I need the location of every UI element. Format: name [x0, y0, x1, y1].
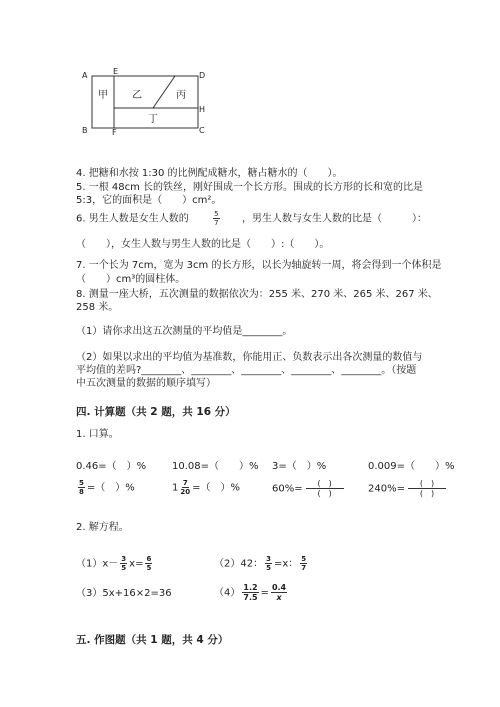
eq4-n2: 0.4 [271, 583, 287, 592]
eq1-label: （1）x－ [76, 558, 119, 570]
label-e: E [113, 67, 119, 76]
r2c3-text: 60%= [272, 483, 303, 495]
r2c1-den: 8 [79, 488, 84, 496]
question-5-line2: 5:3，它的面积是（ ）cm²。 [76, 195, 222, 206]
eq1-d2: 5 [146, 564, 152, 572]
label-b: B [82, 126, 88, 135]
question-8-sub2-line1: （2）如果以求出的平均值为基准数，你能用正、负数表示出各次测量的数值与 [76, 352, 423, 363]
eq1-n2: 6 [146, 555, 152, 563]
region-bing: 丙 [176, 90, 186, 101]
region-yi: 乙 [132, 90, 142, 101]
r2c4-num: ( ) [408, 479, 446, 489]
oral-r1-c1: 0.46=（ ）% [76, 461, 147, 472]
question-8-sub2-line2: 平均值的差吗?________、________、________、________、________。（按题 [76, 365, 417, 376]
question-4: 4. 把糖和水按 1:30 的比例配成糖水，糖占糖水的（ ）。 [76, 168, 343, 179]
eq4-mid: = [260, 587, 269, 599]
oral-r1-c3: 3=（ ）% [272, 461, 327, 472]
equation-3: （3）5x+16×2=36 [76, 588, 172, 599]
r2c2-den: 20 [180, 488, 191, 496]
r2c2-whole: 1 [172, 482, 179, 494]
label-h: H [199, 105, 206, 114]
eq1-n1: 3 [121, 555, 127, 563]
oral-r2-c4 [368, 479, 449, 498]
eq1-mid: x= [129, 558, 144, 570]
r2c2-rest: =（ ）% [192, 482, 241, 494]
q6-frac-den: 7 [214, 219, 219, 227]
section-4-heading: 四. 计算题（共 2 题，共 16 分） [76, 406, 236, 418]
eq4-d1: 7.5 [243, 593, 258, 602]
q6-frac-num: 5 [214, 210, 219, 218]
eq2-mid: =x： [273, 558, 299, 570]
question-8-sub1: （1）请你求出这五次测量的平均值是________。 [76, 326, 293, 337]
eq1-d1: 5 [121, 564, 127, 572]
oral-r2-c2 [172, 479, 240, 496]
oral-r2-c1 [76, 479, 135, 496]
oral-r1-c4: 0.009=（ ）% [368, 461, 455, 472]
r2c3-den: ( ) [317, 489, 332, 498]
eq2-n2: 5 [301, 555, 307, 563]
eq4-n1: 1.2 [243, 583, 258, 592]
region-jia: 甲 [98, 90, 108, 101]
oral-r1-c2: 10.08=（ ）% [172, 461, 259, 472]
question-5-line1: 5. 一根 48cm 长的铁丝，刚好围成一个长方形。围成的长方形的长和宽的比是 [76, 182, 424, 193]
eq2-d2: 7 [301, 564, 307, 572]
q6-prefix: 6. 男生人数是女生人数的 [76, 213, 189, 225]
question-8-line1: 8. 测量一座大桥，五次测量的数据依次为：255 米、270 米、265 米、267 米、 [76, 289, 438, 300]
r2c4-den: ( ) [419, 489, 435, 498]
section-5-heading: 五. 作图题（共 1 题，共 4 分） [76, 634, 229, 646]
question-7-line2: （ ）cm³的圆柱体。 [76, 274, 186, 285]
label-a: A [82, 71, 88, 80]
eq2-d1: 5 [266, 564, 271, 572]
eq4-d2: x [276, 593, 282, 602]
eq2-n1: 3 [266, 555, 271, 563]
eq2-label: （2）42： [214, 558, 264, 570]
question-8-line2: 258 米。 [76, 302, 119, 313]
oral-calc-title: 1. 口算。 [76, 429, 119, 440]
eq4-label: （4） [214, 587, 241, 599]
region-ding: 丁 [148, 114, 158, 125]
question-6-line2: （ ），女生人数与男生人数的比是（ ）:（ ）。 [76, 239, 330, 250]
equation-1 [76, 555, 154, 572]
equation-4 [214, 583, 289, 602]
equation-2 [214, 555, 309, 572]
label-d: D [199, 71, 206, 80]
q6-suffix: ，男生人数与女生人数的比是（ ）： [241, 213, 427, 225]
question-6-line1 [76, 210, 427, 227]
rectangle-diagram [80, 66, 210, 136]
label-c: C [199, 126, 205, 135]
question-7-line1: 7. 一个长为 7cm，宽为 3cm 的长方形，以长为轴旋转一周，将会得到一个体积是 [76, 260, 442, 271]
question-8-sub2-line3: 中五次测量的数据的顺序填写） [76, 378, 216, 389]
r2c1-num: 5 [79, 479, 84, 487]
label-f: F [112, 128, 117, 136]
r2c3-num: ( ) [306, 479, 344, 489]
q6-fraction [213, 210, 219, 227]
r2c1-rest: =（ ）% [86, 482, 135, 494]
r2c2-num: 7 [182, 479, 188, 487]
r2c4-text: 240%= [368, 483, 405, 495]
oral-r2-c3 [272, 479, 347, 498]
equations-title: 2. 解方程。 [76, 522, 129, 533]
